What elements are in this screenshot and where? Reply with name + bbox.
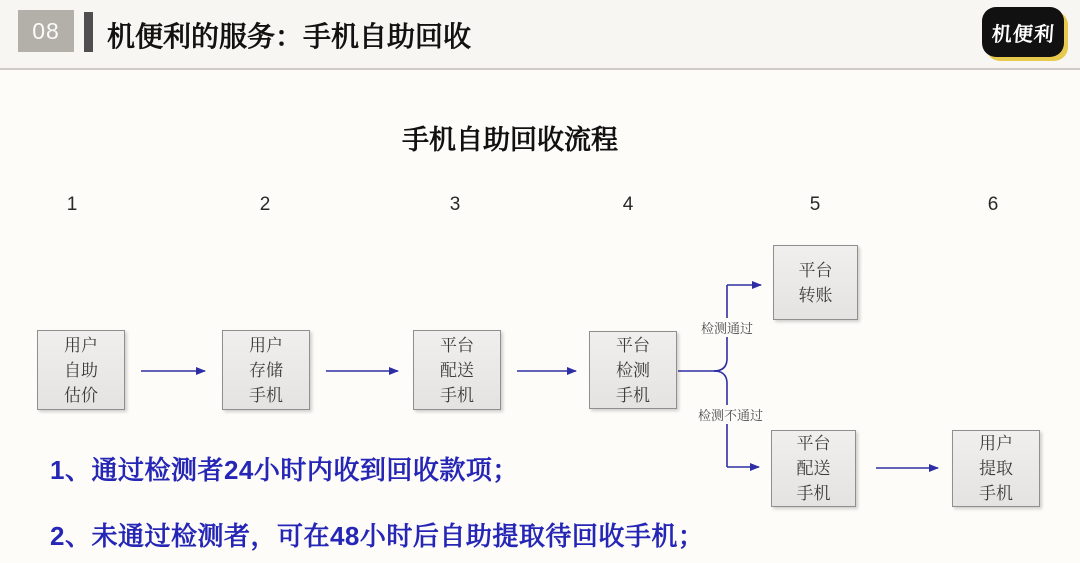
header bbox=[0, 0, 1080, 70]
box-line: 手机 bbox=[616, 385, 650, 405]
box-line: 平台 bbox=[616, 335, 650, 355]
step-number-5: 5 bbox=[809, 194, 821, 215]
box-line: 手机 bbox=[249, 385, 283, 405]
box-line: 自助 bbox=[64, 360, 98, 380]
box-line: 手机 bbox=[979, 484, 1013, 503]
step-number-1: 1 bbox=[66, 194, 78, 215]
brand-logo-text: 机便利 bbox=[990, 23, 1056, 46]
step-number-4: 4 bbox=[622, 194, 634, 215]
box-user-retrieve bbox=[952, 430, 1040, 507]
box-line: 平台 bbox=[440, 335, 474, 355]
box-platform-inspect bbox=[589, 331, 677, 409]
branch-label-pass: 检测通过 bbox=[699, 318, 755, 337]
diagram-title: 手机自助回收流程 bbox=[402, 125, 618, 155]
step-number-6: 6 bbox=[987, 194, 999, 215]
box-line: 存储 bbox=[249, 360, 283, 380]
box-line: 平台 bbox=[796, 434, 831, 453]
box-platform-redeliver bbox=[771, 430, 856, 507]
brand-logo bbox=[982, 7, 1064, 57]
box-line: 用户 bbox=[249, 335, 283, 355]
box-user-estimate bbox=[37, 330, 125, 410]
box-line: 估价 bbox=[64, 385, 98, 405]
box-platform-transfer bbox=[773, 245, 858, 320]
box-line: 配送 bbox=[796, 459, 831, 478]
box-line: 提取 bbox=[979, 459, 1013, 478]
section-number-badge: 08 bbox=[18, 10, 74, 52]
box-line: 转账 bbox=[798, 285, 833, 305]
step-number-3: 3 bbox=[449, 194, 461, 215]
box-user-store bbox=[222, 330, 310, 410]
box-line: 手机 bbox=[796, 484, 831, 503]
box-line: 用户 bbox=[979, 434, 1013, 453]
step-number-2: 2 bbox=[259, 194, 271, 215]
box-line: 用户 bbox=[64, 335, 98, 355]
box-line: 配送 bbox=[440, 360, 474, 380]
title-divider-bar bbox=[84, 12, 93, 52]
box-platform-deliver bbox=[413, 330, 501, 410]
box-line: 检测 bbox=[616, 360, 650, 380]
note-1: 1、通过检测者24小时内收到回收款项； bbox=[50, 455, 519, 485]
box-line: 手机 bbox=[440, 385, 474, 405]
page-title: 机便利的服务：手机自助回收 bbox=[107, 21, 472, 52]
note-2: 2、未通过检测者，可在48小时后自助提取待回收手机； bbox=[50, 521, 705, 551]
box-line: 平台 bbox=[798, 260, 833, 280]
branch-label-fail: 检测不通过 bbox=[696, 405, 765, 424]
